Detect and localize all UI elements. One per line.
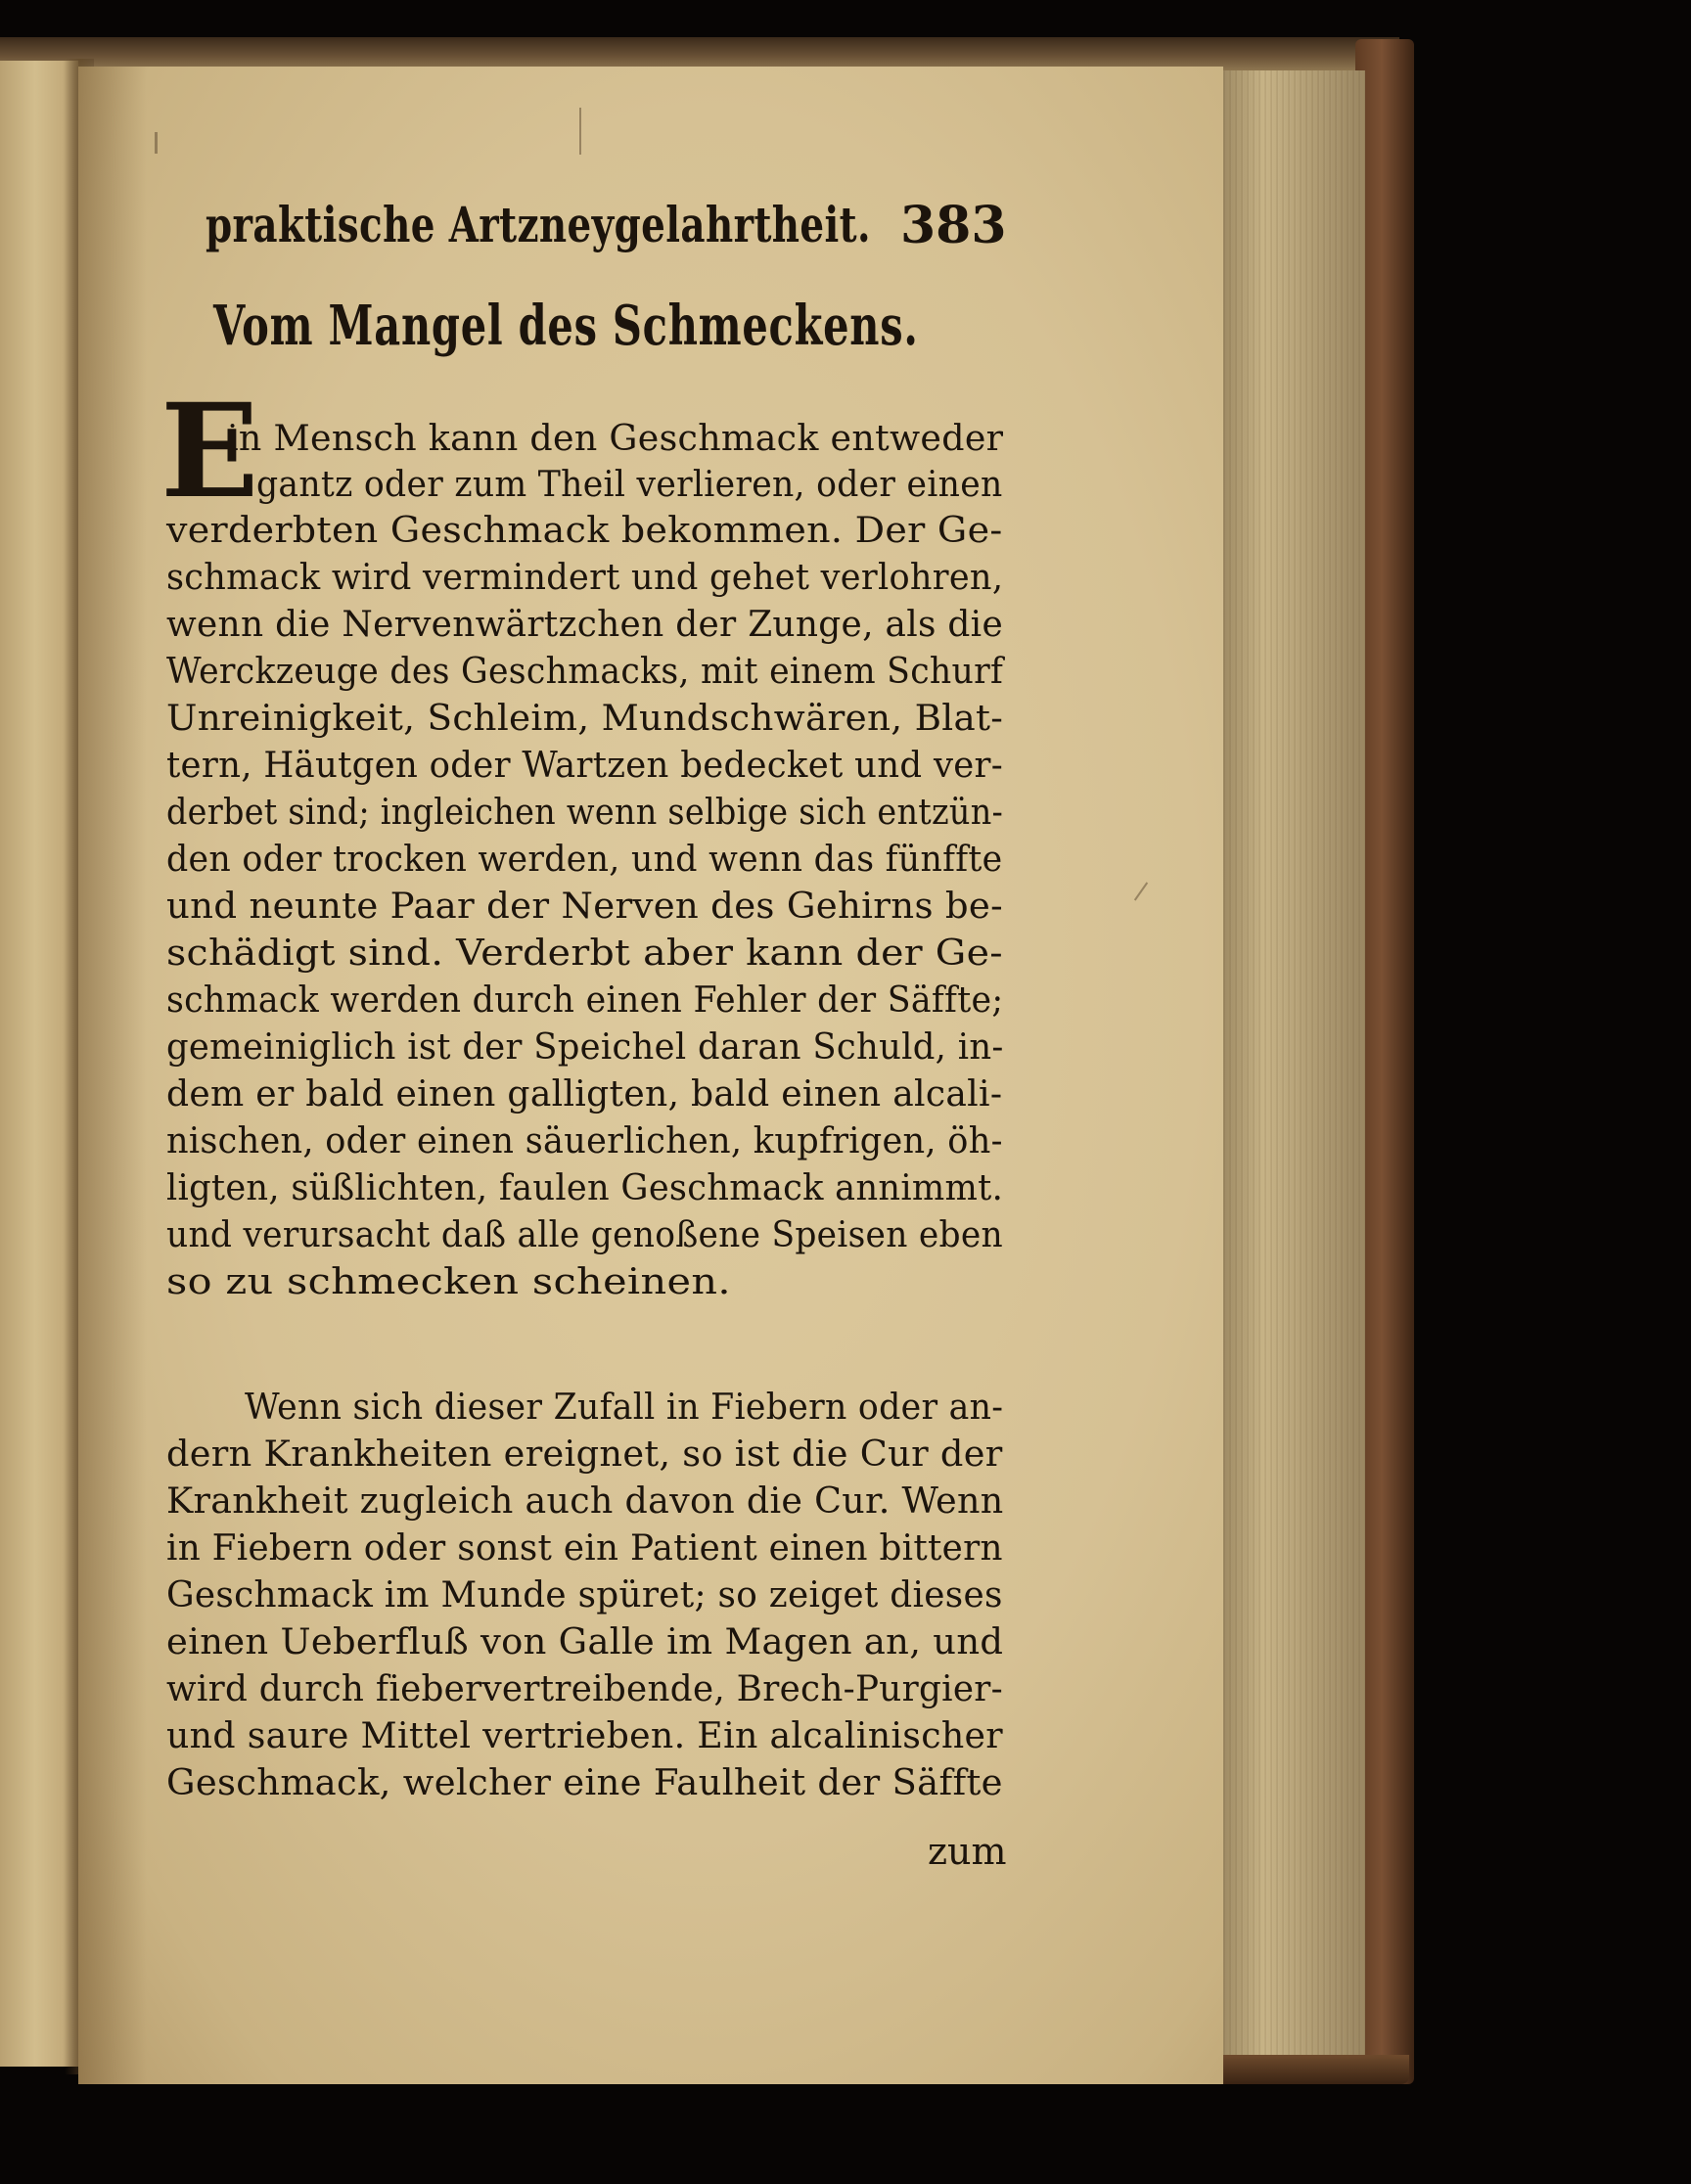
body-line: Werckzeuge des Geschmacks, mit einem Schurf <box>166 652 1004 692</box>
page-block-shade <box>1209 70 1365 2067</box>
running-head: praktische Artzneygelahrtheit. <box>206 196 871 253</box>
body-line: schmack werden durch einen Fehler der Säffte; <box>166 980 1004 1021</box>
pencil-mark <box>579 108 581 155</box>
body-line: dern Krankheiten ereignet, so ist die Cur der <box>166 1434 1003 1475</box>
page-shadow <box>78 67 147 2084</box>
body-line: gantz oder zum Theil verlieren, oder einen <box>256 465 1003 505</box>
body-line: schmack wird vermindert und gehet verlohren, <box>166 558 1004 598</box>
body-line: und verursacht daß alle genoßene Speisen eben <box>166 1215 1003 1255</box>
body-line: in Mensch kann den Geschmack entweder <box>227 419 1004 459</box>
body-line: und neunte Paar der Nerven des Gehirns be- <box>166 887 1003 927</box>
catchword: zum <box>928 1830 1007 1873</box>
body-line: tern, Häutgen oder Wartzen bedecket und ver- <box>166 746 1004 786</box>
pencil-mark <box>155 132 158 154</box>
cover-bottom-edge <box>1213 2055 1409 2084</box>
body-line: Unreinigkeit, Schleim, Mundschwären, Blat- <box>166 699 1004 739</box>
body-line: so zu schmecken scheinen. <box>166 1262 731 1302</box>
body-line: verderbten Geschmack bekommen. Der Ge- <box>166 511 1003 551</box>
body-line: wenn die Nervenwärtzchen der Zunge, als die <box>166 605 1004 645</box>
body-line: schädigt sind. Verderbt aber kann der Ge- <box>166 933 1003 974</box>
drop-cap: E <box>160 376 259 527</box>
page-number: 383 <box>900 196 1007 255</box>
body-line: Geschmack im Munde spüret; so zeiget dieses <box>166 1575 1003 1615</box>
body-line: Krankheit zugleich auch davon die Cur. Wenn <box>166 1481 1004 1522</box>
body-line: dem er bald einen galligten, bald einen alcali- <box>166 1074 1003 1115</box>
body-line: einen Ueberfluß von Galle im Magen an, und <box>166 1622 1004 1662</box>
body-line: wird durch fiebervertreibende, Brech-Purgier- <box>166 1669 1004 1709</box>
body-line: in Fiebern oder sonst ein Patient einen bittern <box>166 1528 1003 1569</box>
body-line: Geschmack, welcher eine Faulheit der Säffte <box>166 1763 1003 1803</box>
book-top-edge <box>0 37 1399 70</box>
body-line: und saure Mittel vertrieben. Ein alcalinischer <box>166 1716 1003 1756</box>
body-line: ligten, süßlichten, faulen Geschmack annimmt. <box>166 1168 1004 1208</box>
body-line: Wenn sich dieser Zufall in Fiebern oder an- <box>245 1388 1004 1428</box>
body-line: nischen, oder einen säuerlichen, kupfrigen, öh- <box>166 1121 1003 1161</box>
body-line: derbet sind; ingleichen wenn selbige sich entzün- <box>166 793 1004 833</box>
body-line: den oder trocken werden, und wenn das fünffte <box>166 840 1003 880</box>
body-line: gemeiniglich ist der Speichel daran Schuld, in- <box>166 1027 1004 1068</box>
section-heading: Vom Mangel des Schmeckens. <box>213 294 919 358</box>
